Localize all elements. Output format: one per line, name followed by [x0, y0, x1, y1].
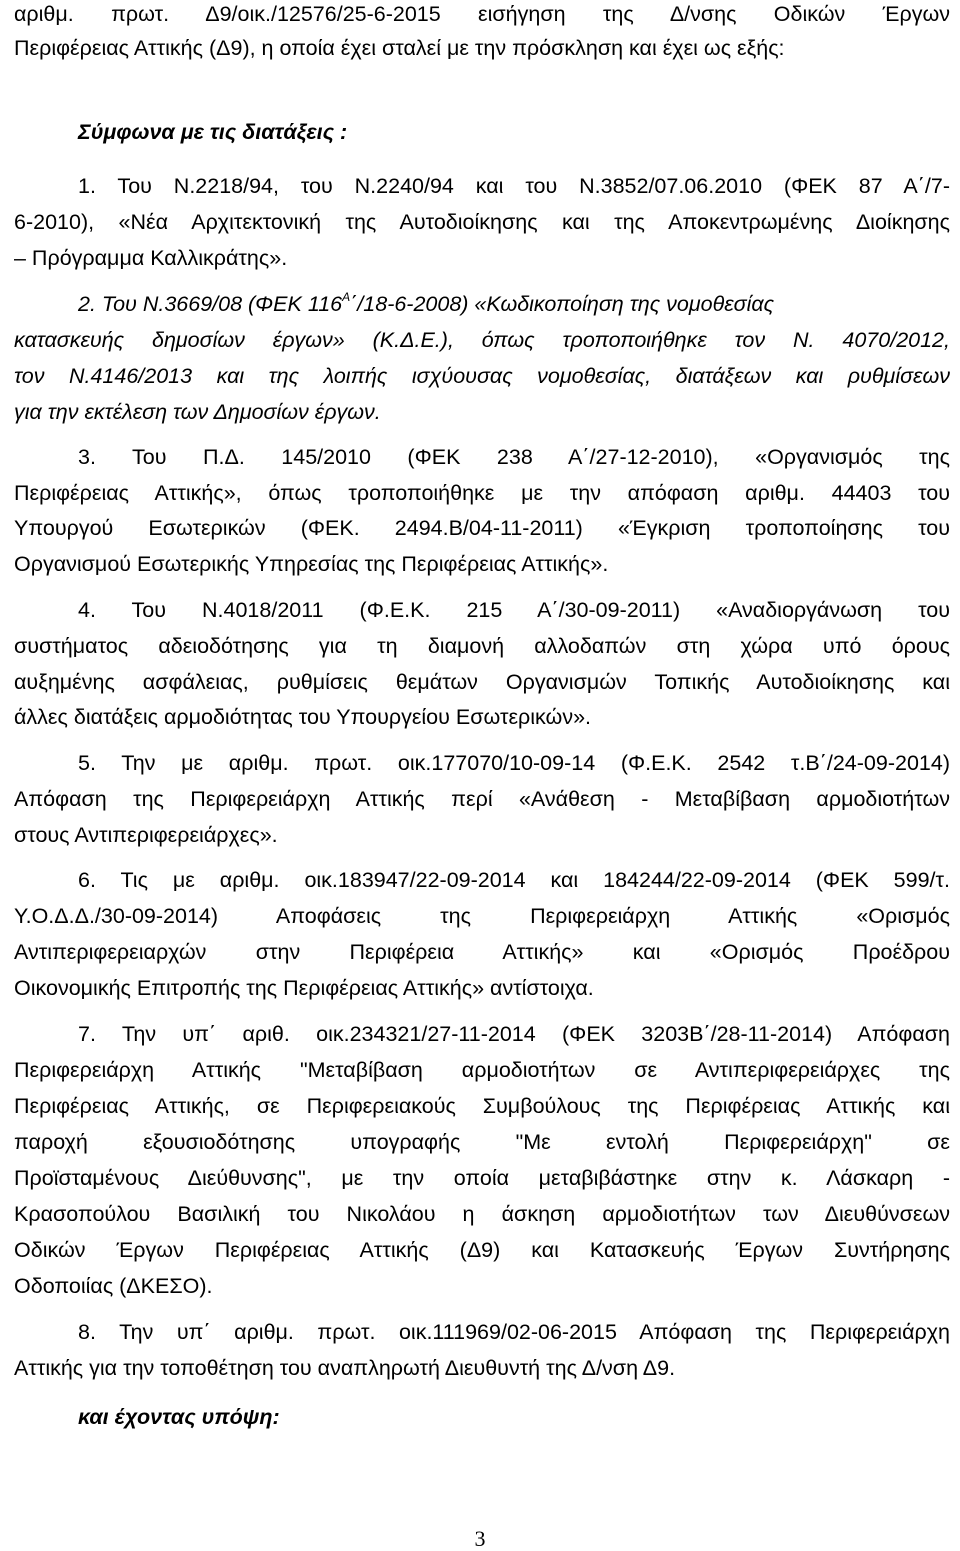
list-item-line: 7. Την υπ΄ αριθ. οικ.234321/27-11-2014 (ΦΕΚ 3203Β΄/28-11-2014) Απόφαση	[78, 1022, 950, 1046]
list-item-line: Προϊσταμένους Διεύθυνσης", με την οποία μεταβιβάστηκε στην κ. Λάσκαρη -	[14, 1166, 950, 1190]
list-item-line: 6. Τις με αριθμ. οικ.183947/22-09-2014 και 184244/22-09-2014 (ΦΕΚ 599/τ.	[78, 868, 950, 892]
list-item-line: για την εκτέλεση των Δημοσίων έργων.	[14, 400, 381, 424]
list-item-line: Οικονομικής Επιτροπής της Περιφέρειας Αττικής» αντίστοιχα.	[14, 976, 594, 1000]
list-item-line: στους Αντιπεριφερειάρχες».	[14, 823, 278, 847]
list-item-line: Αττικής για την τοποθέτηση του αναπληρωτή Διευθυντή της Δ/νση Δ9.	[14, 1356, 676, 1380]
list-item-line	[78, 290, 950, 318]
list-item-line: 6-2010), «Νέα Αρχιτεκτονική της Αυτοδιοίκησης και της Αποκεντρωμένης Διοίκησης	[14, 210, 950, 234]
section-heading: Σύμφωνα με τις διατάξεις :	[78, 120, 348, 144]
list-item-text: 2. Του Ν.3669/08 (ΦΕΚ 116	[78, 292, 343, 316]
list-item-line: 1. Του Ν.2218/94, του Ν.2240/94 και του Ν.3852/07.06.2010 (ΦΕΚ 87 Α΄/7-	[78, 174, 950, 198]
list-item-line: άλλες διατάξεις αρμοδιότητας του Υπουργείου Εσωτερικών».	[14, 705, 592, 729]
list-item-line: συστήματος αδειοδότησης για τη διαμονή αλλοδαπών στη χώρα υπό όρους	[14, 634, 950, 658]
list-item-line: Κρασοπούλου Βασιλική του Νικολάου η άσκηση αρμοδιοτήτων των Διευθύνσεων	[14, 1202, 950, 1226]
list-item-line: 5. Την με αριθμ. πρωτ. οικ.177070/10-09-14 (Φ.Ε.Κ. 2542 τ.Β΄/24-09-2014)	[78, 751, 950, 775]
list-item-line: κατασκευής δημοσίων έργων» (Κ.Δ.Ε.), όπως τροποποιήθηκε τον Ν. 4070/2012,	[14, 328, 950, 352]
list-item-line: 8. Την υπ΄ αριθμ. πρωτ. οικ.111969/02-06-2015 Απόφαση της Περιφερειάρχη	[78, 1320, 950, 1344]
list-item-line: παροχή εξουσιοδότησης υπογραφής "Με εντολή Περιφερειάρχη" σε	[14, 1130, 950, 1154]
list-item-line: Υπουργού Εσωτερικών (ΦΕΚ. 2494.Β/04-11-2011) «Έγκριση τροποποίησης του	[14, 516, 950, 540]
list-item-line: Υ.Ο.Δ.Δ./30-09-2014) Αποφάσεις της Περιφερειάρχη Αττικής «Ορισμός	[14, 904, 950, 928]
list-item-line: Περιφερειάρχη Αττικής "Μεταβίβαση αρμοδιοτήτων σε Αντιπεριφερειάρχες της	[14, 1058, 950, 1082]
list-item-line: Οδοποιίας (ΔΚΕΣΟ).	[14, 1274, 213, 1298]
intro-line-2: Περιφέρειας Αττικής (Δ9), η οποία έχει σταλεί με την πρόσκληση και έχει ως εξής:	[14, 36, 785, 60]
list-item-line: Οργανισμού Εσωτερικής Υπηρεσίας της Περιφέρειας Αττικής».	[14, 552, 609, 576]
list-item-text: ΄/18-6-2008) «Κωδικοποίηση της νομοθεσίας	[350, 292, 775, 316]
list-item-line: – Πρόγραμμα Καλλικράτης».	[14, 246, 288, 270]
list-item-line: Απόφαση της Περιφερειάρχη Αττικής περί «Ανάθεση - Μεταβίβαση αρμοδιοτήτων	[14, 787, 950, 811]
list-item-line: Οδικών Έργων Περιφέρειας Αττικής (Δ9) και Κατασκευής Έργων Συντήρησης	[14, 1238, 950, 1262]
page-number: 3	[474, 1526, 486, 1551]
list-item-line: 4. Του Ν.4018/2011 (Φ.Ε.Κ. 215 Α΄/30-09-2011) «Αναδιοργάνωση του	[78, 598, 950, 622]
intro-line-1: αριθμ. πρωτ. Δ9/οικ./12576/25-6-2015 εισήγηση της Δ/νσης Οδικών Έργων	[14, 2, 950, 26]
superscript: Α	[342, 289, 351, 304]
list-item-line: Περιφέρειας Αττικής», όπως τροποποιήθηκε με την απόφαση αριθμ. 44403 του	[14, 481, 950, 505]
closing-heading: και έχοντας υπόψη:	[78, 1405, 280, 1429]
list-item-line: Περιφέρειας Αττικής, σε Περιφερειακούς Συμβούλους της Περιφέρειας Αττικής και	[14, 1094, 950, 1118]
list-item-line: 3. Του Π.Δ. 145/2010 (ΦΕΚ 238 Α΄/27-12-2010), «Οργανισμός της	[78, 445, 950, 469]
list-item-line: τον Ν.4146/2013 και της λοιπής ισχύουσας νομοθεσίας, διατάξεων και ρυθμίσεων	[14, 364, 950, 388]
list-item-line: αυξημένης ασφάλειας, ρυθμίσεις θεμάτων Οργανισμών Τοπικής Αυτοδιοίκησης και	[14, 670, 950, 694]
list-item-line: Αντιπεριφερειαρχών στην Περιφέρεια Αττικής» και «Ορισμός Προέδρου	[14, 940, 950, 964]
